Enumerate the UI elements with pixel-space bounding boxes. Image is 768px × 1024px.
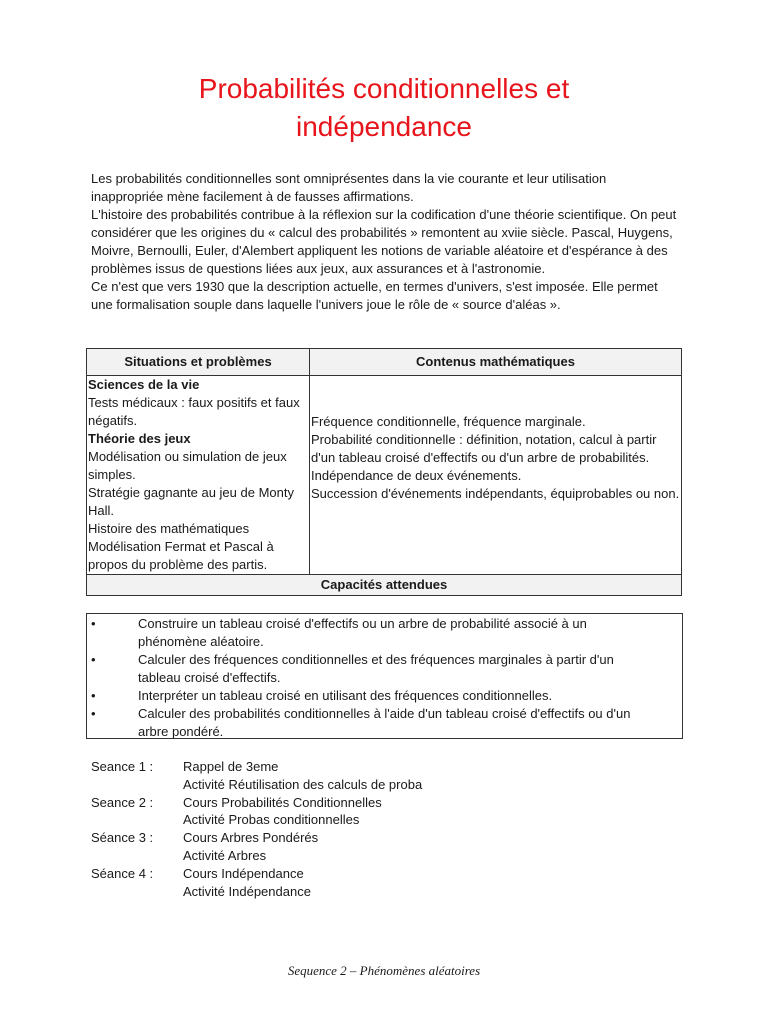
seance-line: Cours Probabilités Conditionnelles (183, 794, 382, 810)
situation-text: Modélisation Fermat et Pascal à propos du problème des partis. (88, 539, 274, 572)
seance-line: Activité Arbres (183, 847, 267, 863)
seance-line: Cours Arbres Pondérés (183, 830, 319, 846)
intro-text (91, 170, 681, 314)
seance-label: Séance 3 : (91, 830, 154, 846)
intro-paragraph: L'histoire des probabilités contribue à la réflexion sur la codification d'une théorie scientifique. On peut considérer que les origines du « calcul des probabilités » remontent au xviie siècle. Pascal, Huygens, Moivre, Bernoulli, Euler, d'Alembert appliquent les notions de variable aléatoire et d'espérance à des problèmes issus de questions liées aux jeux, aux assurances et à l'astronomie. (91, 207, 677, 276)
capacite-text: Calculer des fréquences conditionnelles et des fréquences marginales à partir d'un tableau croisé d'effectifs. (138, 652, 614, 685)
situation-text: Stratégie gagnante au jeu de Monty Hall. (88, 485, 294, 518)
seance-row (91, 794, 422, 812)
seance-label: Seance 2 : (91, 794, 154, 810)
seance-line: Activité Réutilisation des calculs de proba (183, 776, 423, 792)
subheading-sciences-vie: Sciences de la vie (88, 377, 200, 392)
intro-paragraph: Les probabilités conditionnelles sont omniprésentes dans la vie courante et leur utilisation inappropriée mène facilement à de fausses affirmations. (91, 171, 607, 204)
page-footer: Sequence 2 – Phénomènes aléatoires (287, 963, 481, 978)
situation-text: Modélisation ou simulation de jeux simples. (88, 449, 287, 482)
capacites-header: Capacités attendues (87, 575, 682, 596)
capacite-text: Construire un tableau croisé d'effectifs ou un arbre de probabilité associé à un phénomène aléatoire. (138, 616, 587, 649)
seance-row (91, 811, 422, 829)
list-item (87, 705, 682, 741)
contenu-text: Probabilité conditionnelle : définition, notation, calcul à partir d'un tableau croisé d'effectifs ou d'un arbre de probabilités. (311, 432, 657, 465)
situation-text: Tests médicaux : faux positifs et faux négatifs. (88, 395, 300, 428)
seance-row (91, 883, 422, 901)
bullet-icon: • (91, 706, 96, 721)
page-title (0, 70, 768, 146)
seance-line: Cours Indépendance (183, 865, 304, 881)
bullet-icon: • (91, 652, 96, 667)
bullet-icon: • (91, 616, 96, 631)
seance-label: Seance 1 : (91, 759, 154, 774)
bullet-icon: • (91, 688, 96, 703)
header-contenus: Contenus mathématiques (310, 349, 682, 376)
seance-row (91, 829, 422, 847)
contenu-text: Fréquence conditionnelle, fréquence marginale. (311, 414, 586, 429)
seance-line: Activité Indépendance (183, 883, 311, 899)
capacite-text: Calculer des probabilités conditionnelles à l'aide d'un tableau croisé d'effectifs ou d'un arbre pondéré. (138, 706, 631, 739)
seance-row (91, 758, 422, 776)
seance-line: Activité Probas conditionnelles (183, 812, 360, 828)
seance-row (91, 776, 422, 794)
contenu-text: Succession d'événements indépendants, équiprobables ou non. (311, 486, 680, 501)
seance-row (91, 847, 422, 865)
capacites-list (86, 613, 683, 739)
programme-table (86, 348, 682, 596)
capacite-text: Interpréter un tableau croisé en utilisant des fréquences conditionnelles. (138, 688, 553, 703)
list-item (87, 615, 682, 651)
seance-label: Séance 4 : (91, 865, 154, 881)
list-item (87, 687, 682, 705)
page-title-line-1: Probabilités conditionnelles et (198, 73, 570, 104)
intro-paragraph: Ce n'est que vers 1930 que la description actuelle, en termes d'univers, s'est imposée. Elle permet une formalisation souple dans laquelle l'univers joue le rôle de « source d'aléas ». (91, 279, 658, 312)
seances-list (91, 758, 422, 900)
contenus-cell (310, 376, 682, 575)
page-title-line-2: indépendance (296, 111, 472, 142)
situation-text: Histoire des mathématiques (88, 521, 250, 536)
situations-cell (87, 376, 310, 575)
subheading-theorie-jeux: Théorie des jeux (88, 431, 191, 446)
contenu-text: Indépendance de deux événements. (311, 468, 522, 483)
seance-line: Rappel de 3eme (183, 759, 279, 774)
header-situations: Situations et problèmes (87, 349, 310, 376)
seance-row (91, 865, 422, 883)
list-item (87, 651, 682, 687)
